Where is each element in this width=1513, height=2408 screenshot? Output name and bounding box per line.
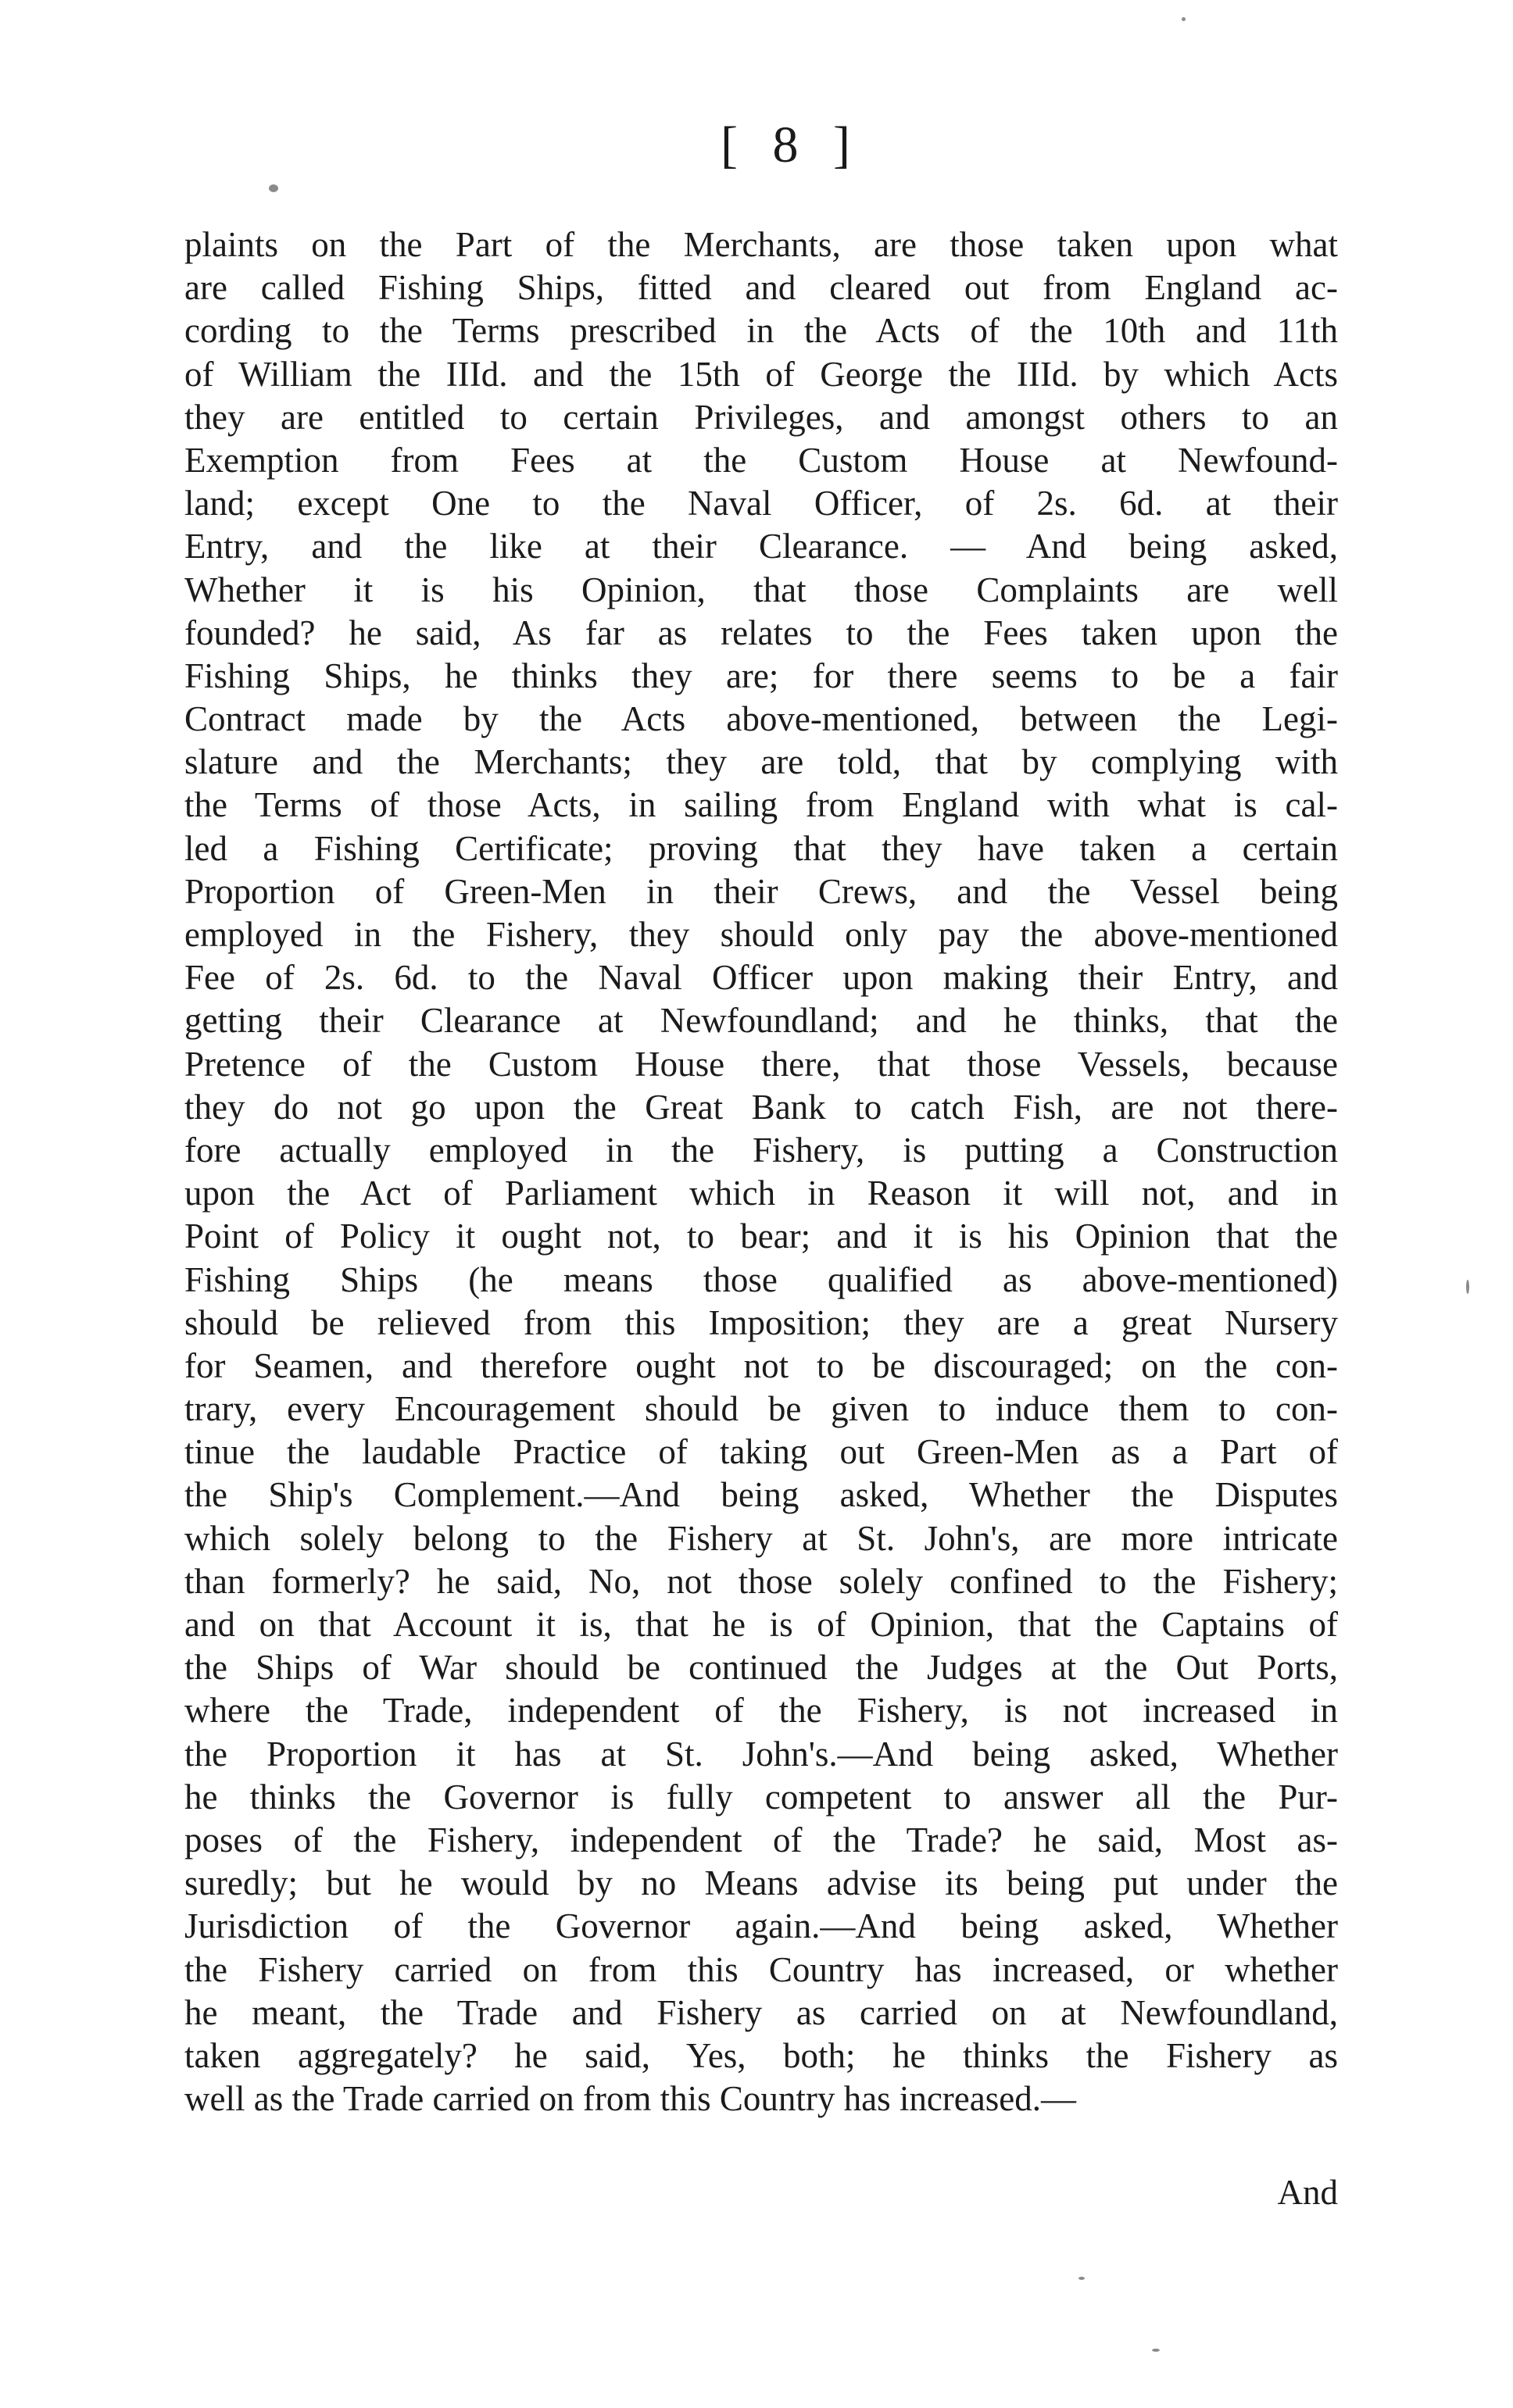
text-line: Point of Policy it ought not, to bear; and it is his Opinion that the <box>184 1217 1338 1256</box>
text-line: slature and the Merchants; they are told, that by complying with <box>184 742 1338 782</box>
text-line: and on that Account it is, that he is of Opinion, that the Captains of <box>184 1605 1338 1644</box>
text-line: they are entitled to certain Privileges, and amongst others to an <box>184 397 1338 437</box>
scan-speck <box>269 184 278 192</box>
text-line: they do not go upon the Great Bank to catch Fish, are not there- <box>184 1087 1338 1127</box>
text-line: the Ship's Complement.—And being asked, Whether the Disputes <box>184 1475 1338 1515</box>
text-line: the Proportion it has at St. John's.—And being asked, Whether <box>184 1734 1338 1774</box>
text-line: upon the Act of Parliament which in Reason it will not, and in <box>184 1174 1338 1213</box>
text-line: suredly; but he would by no Means advise its being put under the <box>184 1863 1338 1903</box>
text-line: for Seamen, and therefore ought not to be discouraged; on the con- <box>184 1345 1338 1385</box>
text-line: poses of the Fishery, independent of the Trade? he said, Most as- <box>184 1820 1338 1860</box>
text-line: tinue the laudable Practice of taking out Green-Men as a Part of <box>184 1432 1338 1472</box>
text-line: should be relieved from this Imposition; they are a great Nursery <box>184 1302 1338 1342</box>
text-line: Contract made by the Acts above-mentioned, between the Legi- <box>184 699 1338 739</box>
text-line: the Ships of War should be continued the Judges at the Out Ports, <box>184 1648 1338 1688</box>
text-line: land; except One to the Naval Officer, of 2s. 6d. at their <box>184 484 1338 523</box>
text-line: trary, every Encouragement should be given to induce them to con- <box>184 1389 1338 1429</box>
text-line: of William the IIId. and the 15th of George the IIId. by which Acts <box>184 354 1338 394</box>
text-line: where the Trade, independent of the Fishery, is not increased in <box>184 1691 1338 1731</box>
text-line: which solely belong to the Fishery at St. John's, are more intricate <box>184 1518 1338 1558</box>
text-line: he meant, the Trade and Fishery as carried on at Newfoundland, <box>184 1992 1338 2032</box>
text-line: employed in the Fishery, they should only pay the above-mentioned <box>184 915 1338 954</box>
text-line: than formerly? he said, No, not those solely confined to the Fishery; <box>184 1561 1338 1601</box>
scan-speck <box>1078 2277 1085 2280</box>
scan-speck <box>1152 2349 1160 2352</box>
scan-speck <box>1182 17 1186 21</box>
text-line: he thinks the Governor is fully competent to answer all the Pur- <box>184 1777 1338 1817</box>
text-line: Proportion of Green-Men in their Crews, and the Vessel being <box>184 871 1338 911</box>
text-line: taken aggregately? he said, Yes, both; he thinks the Fishery as <box>184 2035 1338 2075</box>
text-line: the Fishery carried on from this Country has increased, or whether <box>184 1949 1338 1989</box>
text-line: are called Fishing Ships, fitted and cleared out from England ac- <box>184 268 1338 308</box>
text-line: Fishing Ships, he thinks they are; for there seems to be a fair <box>184 656 1338 695</box>
text-line: founded? he said, As far as relates to the Fees taken upon the <box>184 613 1338 652</box>
text-line: plaints on the Part of the Merchants, are those taken upon what <box>184 225 1338 264</box>
catchword: And <box>1277 2173 1338 2212</box>
text-line: Entry, and the like at their Clearance. — And being asked, <box>184 527 1338 566</box>
text-line: cording to the Terms prescribed in the Acts of the 10th and 11th <box>184 311 1338 351</box>
text-line: well as the Trade carried on from this Country has increased.— <box>184 2079 1076 2119</box>
text-line: Pretence of the Custom House there, that those Vessels, because <box>184 1044 1338 1084</box>
text-line: fore actually employed in the Fishery, is putting a Construction <box>184 1130 1338 1170</box>
scan-speck <box>1466 1280 1469 1294</box>
page-number: [ 8 ] <box>721 116 861 173</box>
text-line: Fee of 2s. 6d. to the Naval Officer upon making their Entry, and <box>184 958 1338 998</box>
text-line: the Terms of those Acts, in sailing from England with what is cal- <box>184 785 1338 825</box>
text-line: Exemption from Fees at the Custom House at Newfound- <box>184 440 1338 480</box>
text-line: getting their Clearance at Newfoundland; and he thinks, that the <box>184 1001 1338 1041</box>
text-line: Whether it is his Opinion, that those Complaints are well <box>184 570 1338 609</box>
text-line: Fishing Ships (he means those qualified as above-mentioned) <box>184 1259 1338 1299</box>
body-text <box>184 223 1338 2120</box>
text-line: led a Fishing Certificate; proving that they have taken a certain <box>184 828 1338 868</box>
text-line: Jurisdiction of the Governor again.—And being asked, Whether <box>184 1906 1338 1946</box>
